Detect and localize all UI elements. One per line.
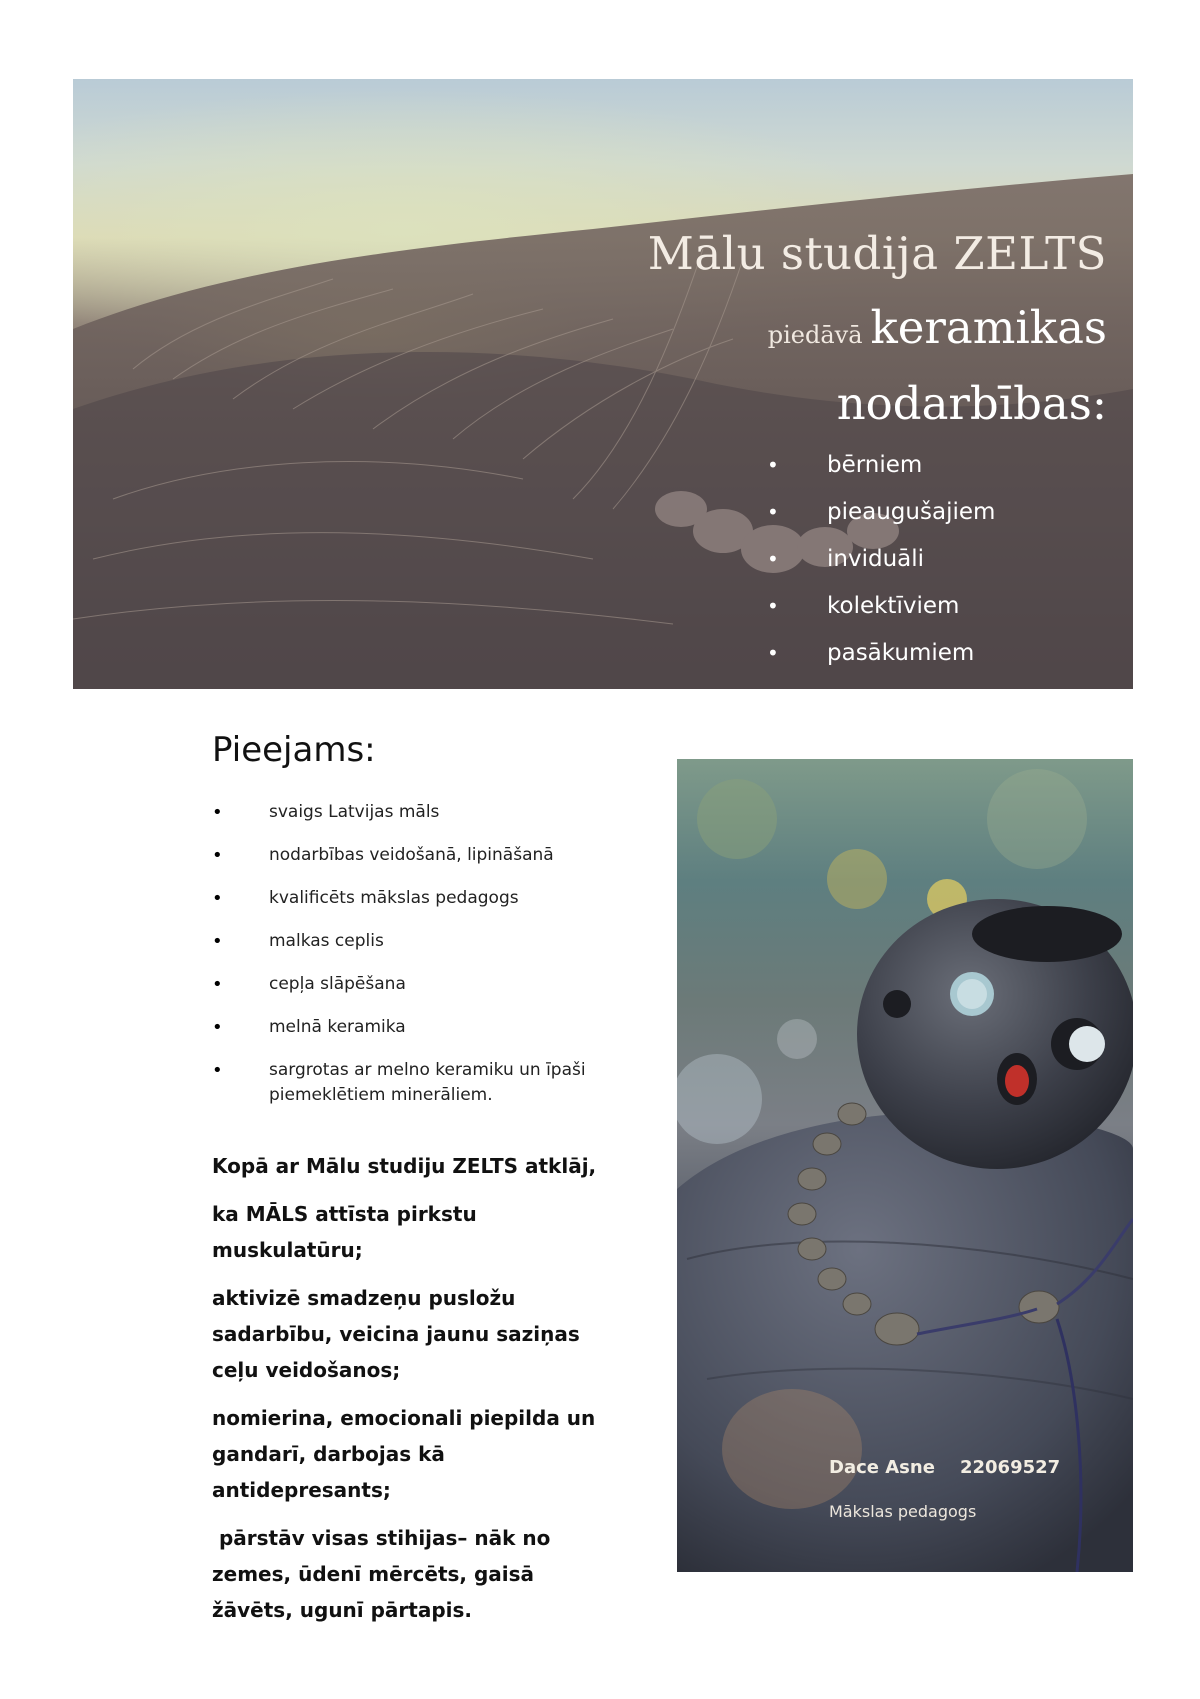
- list-item: • inviduāli: [757, 535, 995, 582]
- list-item: • nodarbības veidošanā, lipināšanā: [212, 845, 554, 866]
- list-item: • pasākumiem: [757, 629, 995, 676]
- bullet-icon: •: [212, 802, 223, 823]
- list-item: • malkas ceplis: [212, 931, 384, 952]
- list-item: • sargrotas ar melno keramiku un īpaši piemeklētiem minerāliem.: [212, 1058, 612, 1108]
- benefit-paragraph: nomierina, emocionali piepilda un gandarī, darbojas kā antidepresants;: [212, 1406, 596, 1502]
- bullet-icon: •: [212, 888, 223, 909]
- benefit-paragraph: ka MĀLS attīsta pirkstu muskulatūru;: [212, 1202, 477, 1262]
- bullet-icon: •: [212, 931, 223, 952]
- bullet-icon: •: [212, 1017, 223, 1038]
- offer-heading: [768, 301, 1107, 354]
- available-title: Pieejams:: [212, 730, 376, 770]
- list-item: • kvalificēts mākslas pedagogs: [212, 888, 519, 909]
- list-item: • melnā keramika: [212, 1017, 406, 1038]
- hero-banner: [73, 79, 1133, 689]
- bullet-icon: •: [767, 499, 779, 524]
- list-item: • pieaugušajiem: [757, 488, 995, 535]
- bullet-icon: •: [212, 845, 223, 866]
- contact-name-phone: [829, 1457, 1060, 1478]
- audience-list: [757, 441, 995, 676]
- contact-phone: 22069527: [959, 1457, 1061, 1478]
- bullet-icon: •: [767, 546, 779, 571]
- bullet-icon: •: [767, 640, 779, 665]
- benefit-paragraph: pārstāv visas stihijas– nāk no zemes, ūdenī mērcēts, gaisā žāvēts, ugunī pārtapis.: [212, 1526, 558, 1622]
- offer-small-text: piedāvā: [767, 321, 863, 349]
- list-item: • cepļa slāpēšana: [212, 974, 406, 995]
- benefit-paragraph: Kopā ar Mālu studiju ZELTS atklāj,: [212, 1154, 597, 1178]
- offer-heading-line3: nodarbības:: [836, 377, 1107, 430]
- bullet-icon: •: [767, 452, 779, 477]
- contact-role: Mākslas pedagogs: [829, 1502, 977, 1521]
- black-ceramic-pot-image: [677, 759, 1133, 1572]
- list-item: • bērniem: [757, 441, 995, 488]
- studio-title: Mālu studija ZELTS: [647, 227, 1107, 280]
- contact-name: Dace Asne: [829, 1457, 935, 1478]
- list-item: • svaigs Latvijas māls: [212, 802, 440, 823]
- ceramics-photo: [677, 759, 1133, 1572]
- bullet-icon: •: [212, 974, 223, 995]
- offer-big-text: keramikas: [870, 301, 1107, 354]
- available-list: [212, 800, 612, 1126]
- benefits-text: [212, 1148, 612, 1640]
- bullet-icon: •: [212, 1060, 223, 1081]
- benefit-paragraph: aktivizē smadzeņu pusložu sadarbību, veicina jaunu saziņas ceļu veidošanos;: [212, 1286, 580, 1382]
- bullet-icon: •: [767, 593, 779, 618]
- list-item: • kolektīviem: [757, 582, 995, 629]
